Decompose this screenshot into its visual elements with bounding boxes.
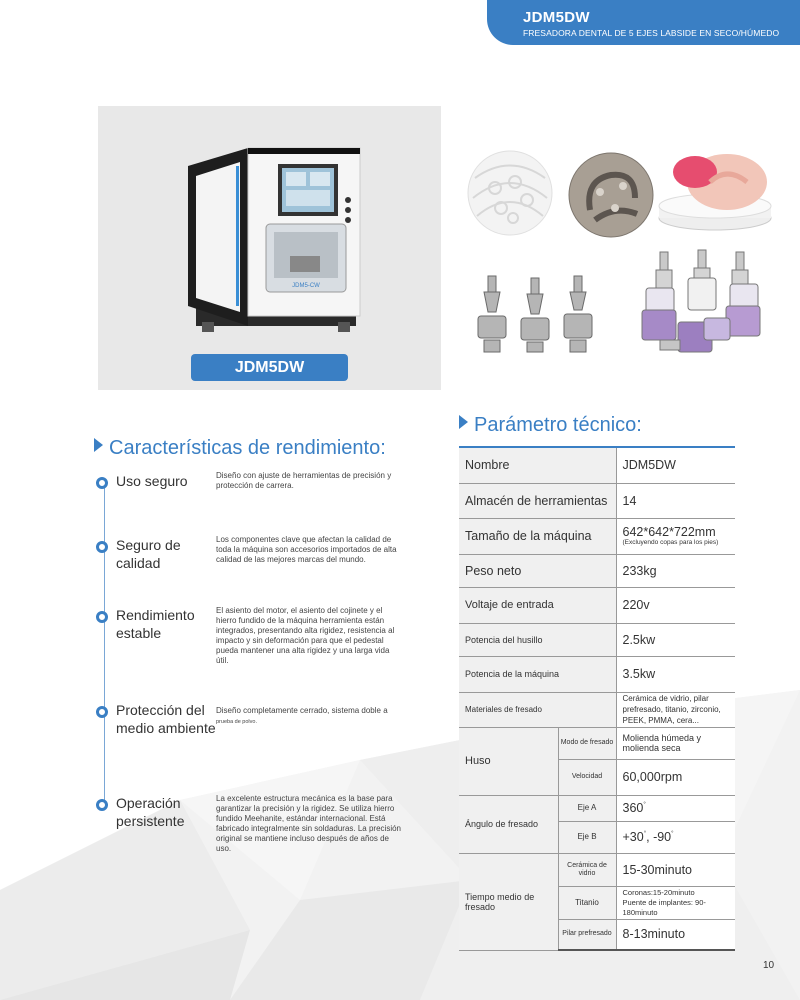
spec-value: 3.5kw — [616, 656, 735, 692]
spec-group-key: Ángulo de fresado — [459, 795, 558, 853]
metal-disc-picture — [565, 150, 657, 240]
spec-subkey: Pilar prefresado — [558, 919, 616, 950]
table-row — [459, 656, 735, 692]
feature-name: Seguro de calidad — [116, 537, 181, 571]
spec-key: Potencia del husillo — [459, 623, 616, 656]
feature-name: Protección del medio ambiente — [116, 702, 216, 736]
spec-value: Coronas:15-20minuto Puente de implantes: 90-180minuto — [616, 886, 735, 919]
circle-bullet-icon — [96, 477, 108, 489]
spec-subkey: Titanio — [558, 886, 616, 919]
feature-name: Uso seguro — [116, 473, 188, 489]
page-number: 10 — [763, 960, 775, 971]
feature-desc: Diseño completamente cerrado, sistema doble a prueba de polvo. — [216, 706, 388, 725]
circle-bullet-icon — [96, 706, 108, 718]
spec-value: JDM5DW — [616, 447, 735, 483]
table-row — [459, 853, 735, 886]
triangle-bullet-icon — [459, 415, 468, 429]
table-row — [459, 518, 735, 554]
spec-subkey: Eje B — [558, 821, 616, 853]
feature-name: Operación persistente — [116, 795, 185, 829]
spec-value: 14 — [616, 483, 735, 518]
machine-label-pill: JDM5DW — [191, 354, 348, 381]
spec-key: Tamaño de la máquina — [459, 518, 616, 554]
spec-key: Potencia de la máquina — [459, 656, 616, 692]
spec-value: Cerámica de vidrio, pilar prefresado, titanio, zirconio, PEEK, PMMA, cera... — [616, 692, 735, 727]
params-section-title — [459, 414, 642, 437]
glass-ceramic-blocks-picture — [638, 248, 773, 358]
spec-group-key: Huso — [459, 727, 558, 795]
table-row — [459, 554, 735, 587]
header-subtitle: FRESADORA DENTAL DE 5 EJES LABSIDE EN SECO/HÚMEDO — [523, 28, 780, 38]
spec-value: 220v — [616, 587, 735, 623]
circle-bullet-icon — [96, 541, 108, 553]
spec-note: (Excluyendo copas para los pies) — [622, 539, 719, 546]
feature-name: Rendimiento estable — [116, 607, 195, 641]
table-row — [459, 727, 735, 759]
features-section-title — [94, 437, 386, 460]
spec-table — [459, 446, 735, 951]
spec-value: 8-13minuto — [616, 919, 735, 950]
spec-value: 15-30minuto — [616, 853, 735, 886]
spec-key: Materiales de fresado — [459, 692, 616, 727]
features-title: Características de rendimiento: — [109, 437, 386, 459]
milling-machine-illustration — [98, 106, 441, 390]
spec-value: Molienda húmeda y molienda seca — [616, 727, 735, 759]
table-row — [459, 692, 735, 727]
spec-subkey: Velocidad — [558, 759, 616, 795]
feature-desc-small: prueba de polvo. — [216, 719, 257, 725]
header-model: JDM5DW — [523, 9, 590, 26]
spec-subkey: Cerámica de vidrio — [558, 853, 616, 886]
spec-key: Peso neto — [459, 554, 616, 587]
spec-subkey: Modo de fresado — [558, 727, 616, 759]
spec-key: Voltaje de entrada — [459, 587, 616, 623]
spec-value: 233kg — [616, 554, 735, 587]
spec-subkey: Eje A — [558, 795, 616, 821]
spec-value: 360° — [616, 795, 735, 821]
spec-key: Almacén de herramientas — [459, 483, 616, 518]
zirconia-pink-disc-picture — [655, 148, 775, 232]
table-row — [459, 447, 735, 483]
spec-value: 2.5kw — [616, 623, 735, 656]
feature-desc: Los componentes clave que afectan la calidad de toda la máquina son accesorios importados de alta calidad de las mejores marcas del mundo. — [216, 535, 397, 564]
table-row — [459, 795, 735, 821]
features-timeline — [104, 486, 105, 806]
spec-group-key: Tiempo medio de fresado — [459, 853, 558, 950]
triangle-bullet-icon — [94, 438, 103, 452]
spec-value: 60,000rpm — [616, 759, 735, 795]
machine-photo — [98, 106, 441, 390]
table-row — [459, 623, 735, 656]
circle-bullet-icon — [96, 611, 108, 623]
feature-desc: La excelente estructura mecánica es la base para garantizar la precisión y la rigidez. Se utiliza hierro fundido Meehanite, estándar internacional. Está fabricado integralmente sin soldaduras. La precisión original se mantiene incluso después de años de uso. — [216, 794, 401, 853]
header-tab — [487, 0, 800, 45]
feature-desc: El asiento del motor, el asiento del cojinete y el hierro fundido de la máquina herramienta están integrados, presentando alta rigidez, resistencia al impacto y sin deformación para que el pedestal pueda mantener una alta rigidez y una larga vida útil. — [216, 606, 395, 665]
feature-desc: Diseño con ajuste de herramientas de precisión y protección de carrera. — [216, 471, 392, 490]
spec-value: 642*642*722mm (Excluyendo copas para los pies) — [616, 518, 735, 554]
params-title: Parámetro técnico: — [474, 414, 642, 436]
abutments-picture — [466, 268, 606, 360]
spec-value: +30°, -90° — [616, 821, 735, 853]
table-row — [459, 483, 735, 518]
table-row — [459, 587, 735, 623]
lattice-disc-picture — [465, 148, 555, 238]
machine-brand-text: JDM5-CW — [292, 283, 320, 289]
circle-bullet-icon — [96, 799, 108, 811]
spec-key: Nombre — [459, 447, 616, 483]
